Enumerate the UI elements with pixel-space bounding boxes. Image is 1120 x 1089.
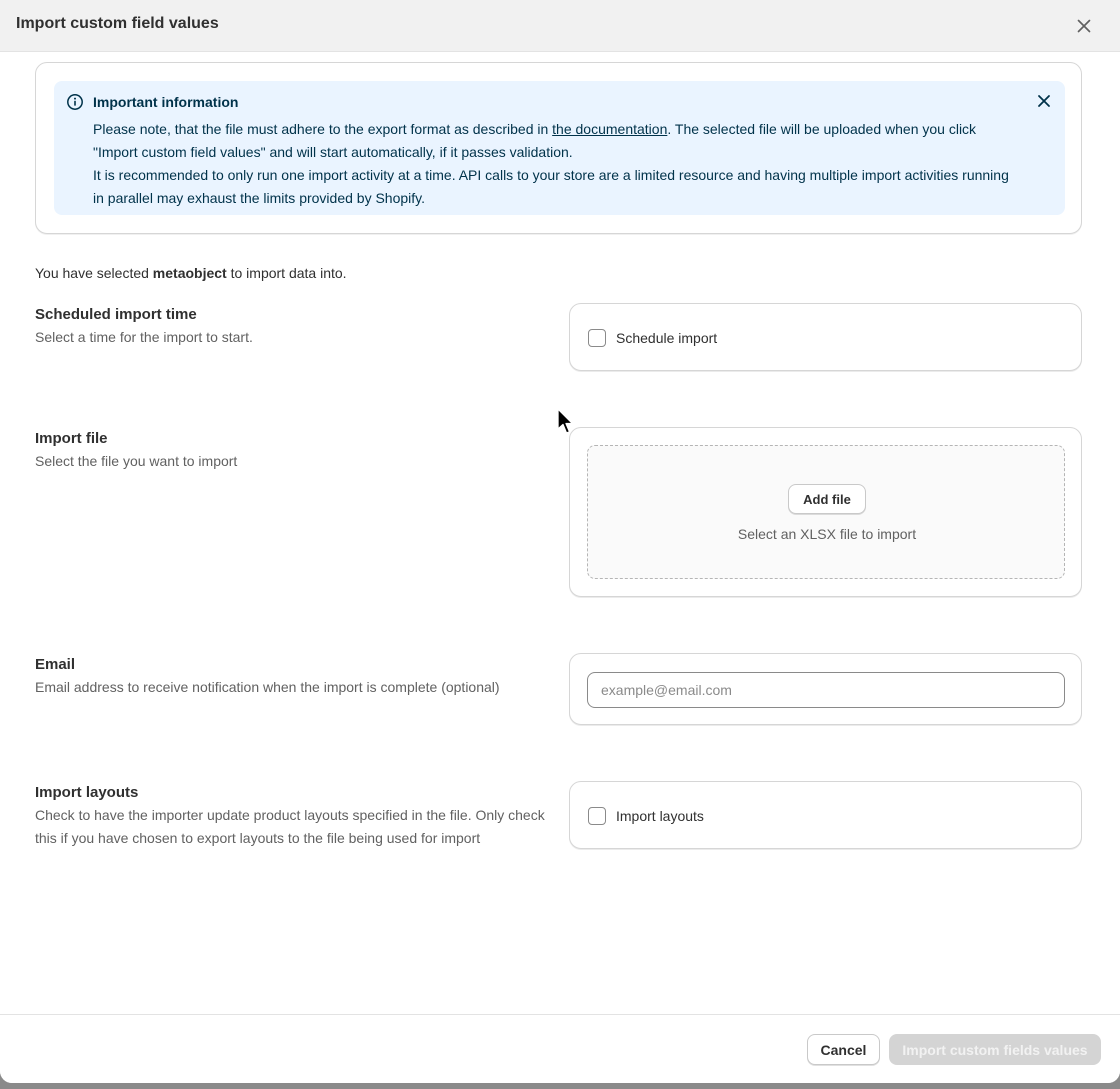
file-dropzone[interactable] — [587, 445, 1065, 579]
schedule-import-checkbox[interactable] — [588, 329, 606, 347]
layouts-card — [569, 781, 1082, 849]
file-card — [569, 427, 1082, 597]
schedule-card — [569, 303, 1082, 371]
info-card — [35, 62, 1082, 234]
banner-text — [93, 118, 1023, 210]
dropzone-hint: Select an XLSX file to import — [737, 526, 917, 542]
banner-line1-after: . The selected file will be uploaded when you click "Import custom field values" and will start automatically, if it passes validation. — [93, 121, 977, 160]
selection-prefix: You have selected — [35, 265, 153, 281]
mouse-cursor-icon — [556, 408, 576, 436]
modal-body — [0, 52, 1120, 1014]
banner-close-icon[interactable] — [1034, 91, 1054, 111]
banner-line2: It is recommended to only run one import activity at a time. API calls to your store are a limited resource and having multiple import activities running in parallel may exhaust the limits provided by Shopify. — [93, 167, 1009, 206]
import-layouts-checkbox[interactable] — [588, 807, 606, 825]
import-layouts-label[interactable]: Import layouts — [616, 808, 704, 824]
banner-line1-before: Please note, that the file must adhere to the export format as described in — [93, 121, 553, 137]
schedule-checkbox-row[interactable] — [588, 328, 717, 348]
file-title: Import file — [35, 430, 108, 447]
import-custom-fields-button[interactable]: Import custom fields values — [889, 1034, 1101, 1065]
schedule-title: Scheduled import time — [35, 306, 197, 323]
info-banner — [54, 81, 1065, 215]
info-icon — [66, 93, 84, 111]
layouts-checkbox-row[interactable] — [588, 806, 704, 826]
schedule-description: Select a time for the import to start. — [35, 329, 253, 345]
cancel-button[interactable]: Cancel — [807, 1034, 880, 1065]
modal-header — [0, 0, 1120, 52]
selection-suffix: to import data into. — [226, 265, 347, 281]
selection-target: metaobject — [152, 265, 227, 281]
schedule-import-label[interactable]: Schedule import — [616, 330, 718, 346]
documentation-link[interactable]: the documentation — [552, 121, 668, 137]
modal-footer — [0, 1014, 1120, 1083]
file-description: Select the file you want to import — [35, 453, 238, 469]
modal-title: Import custom field values — [16, 15, 219, 32]
selection-summary — [35, 265, 347, 281]
email-description: Email address to receive notification when the import is complete (optional) — [35, 679, 500, 695]
add-file-button[interactable]: Add file — [788, 484, 866, 514]
layouts-description: Check to have the importer update product layouts specified in the file. Only check this if you have chosen to export layouts to the file being used for import — [35, 807, 545, 846]
email-input[interactable] — [587, 672, 1065, 708]
layouts-title: Import layouts — [35, 784, 139, 801]
email-card — [569, 653, 1082, 725]
email-title: Email — [35, 656, 76, 673]
banner-title: Important information — [93, 94, 239, 110]
close-icon[interactable] — [1072, 14, 1096, 38]
